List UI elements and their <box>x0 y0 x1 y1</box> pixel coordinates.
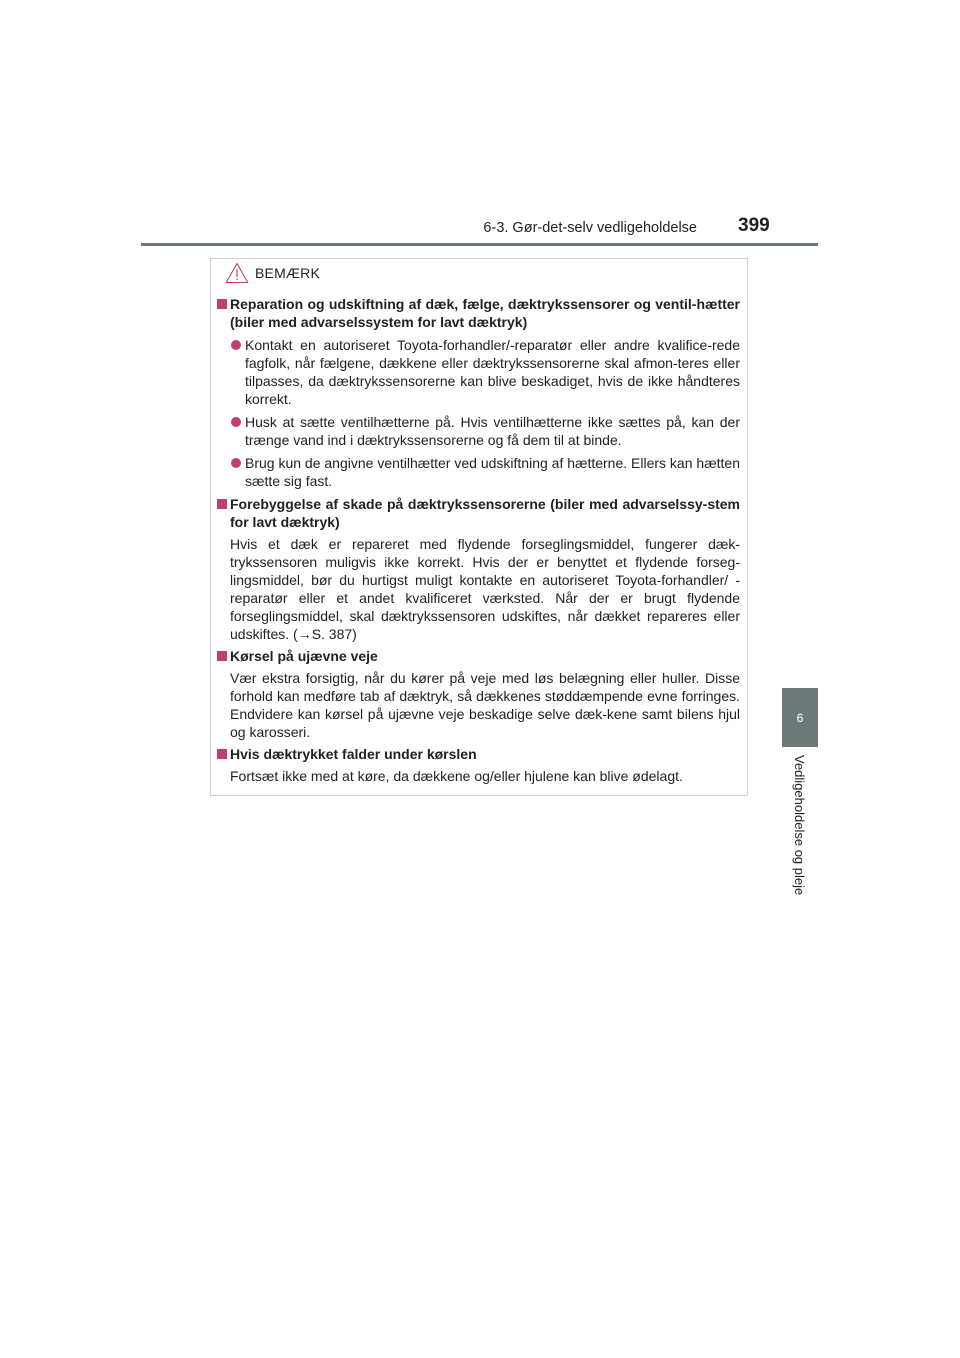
header-rule <box>141 243 818 246</box>
round-bullet-icon <box>231 458 241 468</box>
list-item-text: Brug kun de angivne ventilhætter ved udskiftning af hætterne. Ellers kan hætten sætte sig fast. <box>245 455 740 489</box>
note-header <box>225 259 525 287</box>
round-bullet-icon <box>231 340 241 350</box>
list-item <box>231 413 740 449</box>
chapter-label: Vedligeholdelse og pleje <box>792 755 807 896</box>
section-heading <box>217 647 740 665</box>
list-item <box>231 336 740 408</box>
chapter-tab <box>782 688 818 747</box>
section-heading <box>217 295 740 331</box>
section-heading <box>217 745 740 763</box>
square-bullet-icon <box>217 299 227 309</box>
header-section-title: 6-3. Gør-det-selv vedligeholdelse <box>483 220 697 236</box>
section-heading <box>217 495 740 531</box>
section-heading-text: Kørsel på ujævne veje <box>230 648 378 664</box>
list-item <box>231 454 740 490</box>
square-bullet-icon <box>217 749 227 759</box>
note-box <box>210 258 748 796</box>
list-item-text: Kontakt en autoriseret Toyota-forhandler/-reparatør eller andre kvalifice-rede fagfolk, når fælgene, dækkene eller dæktrykssensorerne skal afmon-teres eller tilpasses, da dæktrykssensorerne kan blive beskadiget, hvis de ikke håndteres korrekt. <box>245 337 740 407</box>
section-heading-text: Reparation og udskiftning af dæk, fælge, dæktrykssensorer og ventil-hætter (biler med advarselssystem for lavt dæktryk) <box>230 296 740 330</box>
warning-triangle-icon <box>225 262 249 284</box>
round-bullet-icon <box>231 417 241 427</box>
note-section <box>217 495 740 643</box>
page-number: 399 <box>738 215 770 236</box>
note-section <box>217 647 740 741</box>
note-title: BEMÆRK <box>255 265 320 281</box>
note-section <box>217 295 740 490</box>
list-item-text: Husk at sætte ventilhætterne på. Hvis ventilhætterne ikke sættes på, kan der trænge vand ind i dæktrykssensorerne og få dem til at binde. <box>245 414 740 448</box>
section-paragraph: Hvis et dæk er repareret med flydende forseglingsmiddel, fungerer dæk-trykssensoren muligvis ikke korrekt. Hvis der er benyttet et flydende forseg-lingsmiddel, bør du hurtigst muligt kontakte en autoriseret Toyota-forhandler/ -reparatør eller et andet kvalificeret værksted. Når der er brugt flydende forseglingsmiddel, skal dæktrykssensoren udskiftes, når dækket repareres eller udskiftes. (→S. 387) <box>230 536 740 642</box>
chapter-number: 6 <box>796 710 804 725</box>
square-bullet-icon <box>217 651 227 661</box>
section-paragraph: Vær ekstra forsigtig, når du kører på veje med løs belægning eller huller. Disse forhold kan medføre tab af dæktryk, så dækkenes støddæmpende evne forringes. Endvidere kan kørsel på ujævne veje beskadige selve dæk-kene samt bilens hjul og karosseri. <box>230 670 740 740</box>
section-heading-text: Forebyggelse af skade på dæktrykssensorerne (biler med advarselssy-stem for lavt dæktryk) <box>230 496 740 530</box>
section-heading-text: Hvis dæktrykket falder under kørslen <box>230 746 477 762</box>
square-bullet-icon <box>217 499 227 509</box>
note-section <box>217 745 740 785</box>
section-paragraph: Fortsæt ikke med at køre, da dækkene og/eller hjulene kan blive ødelagt. <box>230 768 683 784</box>
note-content <box>217 295 740 789</box>
